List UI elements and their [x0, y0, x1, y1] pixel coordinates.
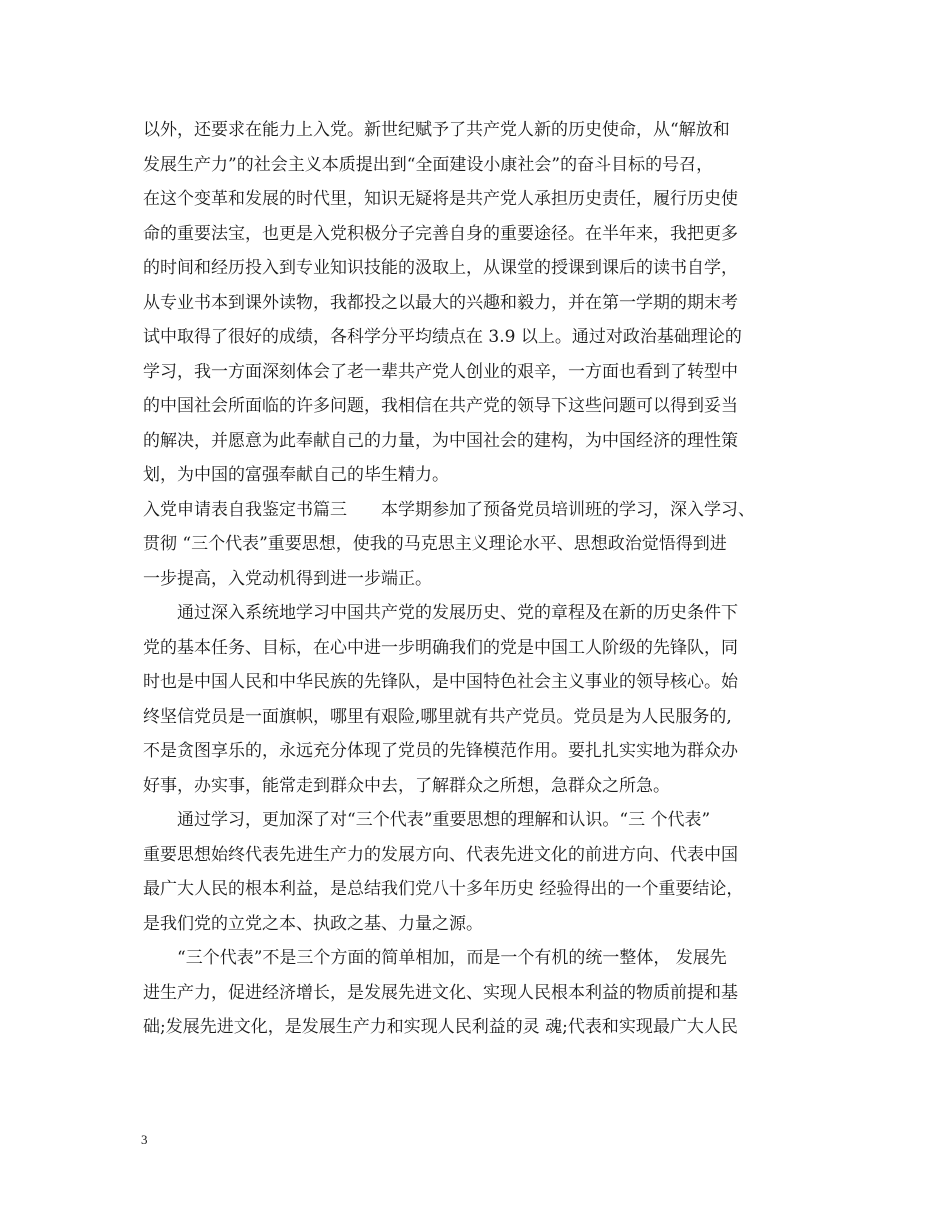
text-line: 党的基本任务、目标，在心中进一步明确我们的党是中国工人阶级的先锋队，同 [143, 637, 738, 658]
text-line: 进生产力，促进经济增长，是发展先进文化、实现人民根本利益的物质前提和基 [143, 982, 738, 1003]
text-line: 好事，办实事，能常走到群众中去，了解群众之所想，急群众之所急。 [143, 775, 670, 796]
text-line: 划，为中国的富强奉献自己的毕生精力。 [143, 465, 449, 485]
text-line: 通过深入系统地学习中国共产党的发展历史、党的章程及在新的历史条件下 [143, 603, 738, 623]
section-heading-line: 入党申请表自我鉴定书篇三 本学期参加了预备党员培训班的学习，深入学习、 [143, 499, 755, 520]
text-line: 最广大人民的根本利益，是总结我们党八十多年历史 经验得出的一个重要结论， [143, 879, 744, 899]
text-line: “三个代表”不是三个方面的简单相加，而是一个有机的统一整体， 发展先 [143, 948, 727, 968]
text-line: 的中国社会所面临的许多问题，我相信在共产党的领导下这些问题可以得到妥当 [143, 396, 738, 416]
text-line: 在这个变革和发展的时代里，知识无疑将是共产党人承担历史责任，履行历史使 [143, 189, 738, 209]
text-line: 的时间和经历投入到专业知识技能的汲取上，从课堂的授课到课后的读书自学， [143, 258, 738, 278]
text-line: 础;发展先进文化，是发展生产力和实现人民利益的灵 魂;代表和实现最广大人民 [143, 1017, 738, 1037]
text-line: 学习，我一方面深刻体会了老一辈共产党人创业的艰辛，一方面也看到了转型中 [143, 361, 738, 382]
text-line: 贯彻 “三个代表”重要思想，使我的马克思主义理论水平、思想政治觉悟得到进 [143, 534, 727, 554]
text-line: 是我们党的立党之本、执政之基、力量之源。 [143, 913, 483, 934]
body-text [143, 113, 823, 1045]
text-line: 发展生产力”的社会主义本质提出到“全面建设小康社会”的奋斗目标的号召， [143, 154, 714, 175]
text-line: 不是贪图享乐的，永远充分体现了党员的先锋模范作用。要扎扎实实地为群众办 [143, 741, 738, 761]
text-line: 重要思想始终代表先进生产力的发展方向、代表先进文化的前进方向、代表中国 [143, 844, 738, 865]
page-number: 3 [141, 1132, 148, 1147]
text-line: 从专业书本到课外读物，我都投之以最大的兴趣和毅力，并在第一学期的期末考 [143, 292, 738, 313]
text-line: 通过学习，更加深了对“三个代表”重要思想的理解和认识。“三 个代表” [143, 810, 711, 830]
text-line: 一步提高，入党动机得到进一步端正。 [143, 568, 432, 589]
text-line: 试中取得了很好的成绩，各科学分平均绩点在 3.9 以上。通过对政治基础理论的 [143, 327, 742, 347]
text-line: 命的重要法宝，也更是入党积极分子完善自身的重要途径。在半年来，我把更多 [143, 223, 738, 244]
text-line: 以外，还要求在能力上入党。新世纪赋予了共产党人新的历史使命，从“解放和 [143, 120, 730, 140]
text-line: 的解决，并愿意为此奉献自己的力量，为中国社会的建构，为中国经济的理性策 [143, 430, 738, 451]
text-line: 终坚信党员是一面旗帜，哪里有艰险,哪里就有共产党员。党员是为人民服务的, [143, 706, 732, 727]
text-line: 时也是中国人民和中华民族的先锋队，是中国特色社会主义事业的领导核心。始 [143, 672, 738, 692]
